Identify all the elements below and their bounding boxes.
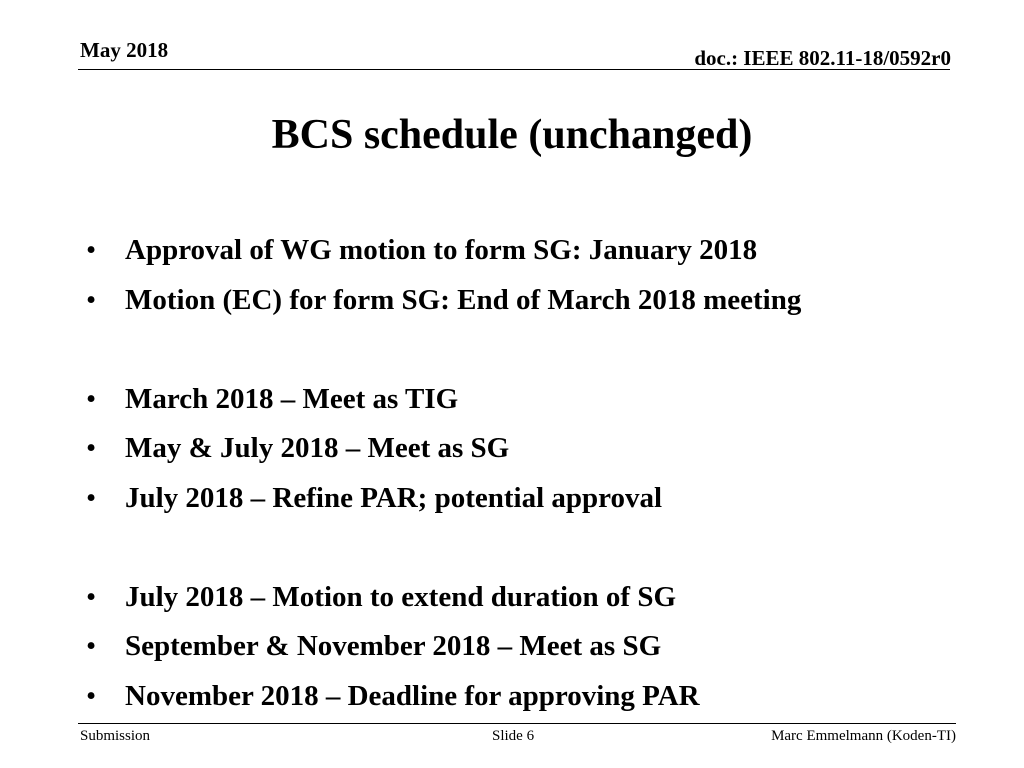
bullet-spacer: [86, 325, 966, 375]
footer-slide-number: Slide 6: [492, 728, 535, 744]
header-divider: [78, 69, 950, 70]
bullet-marker: •: [86, 283, 97, 316]
bullet-item: [86, 424, 966, 474]
bullet-marker: •: [86, 481, 97, 514]
footer-author: Marc Emmelmann (Koden-TI): [771, 728, 956, 744]
bullet-spacer: [86, 523, 966, 573]
bullet-text: September & November 2018 – Meet as SG: [125, 630, 662, 662]
bullet-marker: •: [86, 630, 97, 662]
bullet-item: [86, 276, 966, 326]
footer-divider: [78, 723, 956, 724]
bullet-marker: •: [86, 679, 97, 712]
bullet-marker: •: [86, 432, 97, 464]
bullet-item: [86, 474, 966, 524]
bullet-text: July 2018 – Motion to extend duration of SG: [125, 580, 677, 613]
bullet-marker: •: [86, 382, 97, 415]
bullet-list: [86, 226, 966, 721]
bullet-item: [86, 375, 966, 425]
bullet-text: November 2018 – Deadline for approving PAR: [125, 679, 700, 712]
bullet-item: [86, 622, 966, 672]
footer-submission: Submission: [80, 728, 151, 744]
bullet-marker: •: [86, 580, 97, 613]
bullet-item: [86, 573, 966, 623]
slide-title: BCS schedule (unchanged): [271, 112, 753, 158]
bullet-text: Approval of WG motion to form SG: January 2018: [125, 234, 758, 266]
header-date: May 2018: [80, 38, 169, 62]
bullet-item: [86, 672, 966, 722]
bullet-marker: •: [86, 234, 97, 266]
bullet-text: March 2018 – Meet as TIG: [125, 382, 459, 415]
header-doc-id: doc.: IEEE 802.11-18/0592r0: [694, 46, 951, 70]
bullet-text: July 2018 – Refine PAR; potential approval: [125, 481, 663, 514]
bullet-item: [86, 226, 966, 276]
bullet-text: May & July 2018 – Meet as SG: [125, 432, 510, 464]
bullet-text: Motion (EC) for form SG: End of March 2018 meeting: [125, 283, 802, 316]
